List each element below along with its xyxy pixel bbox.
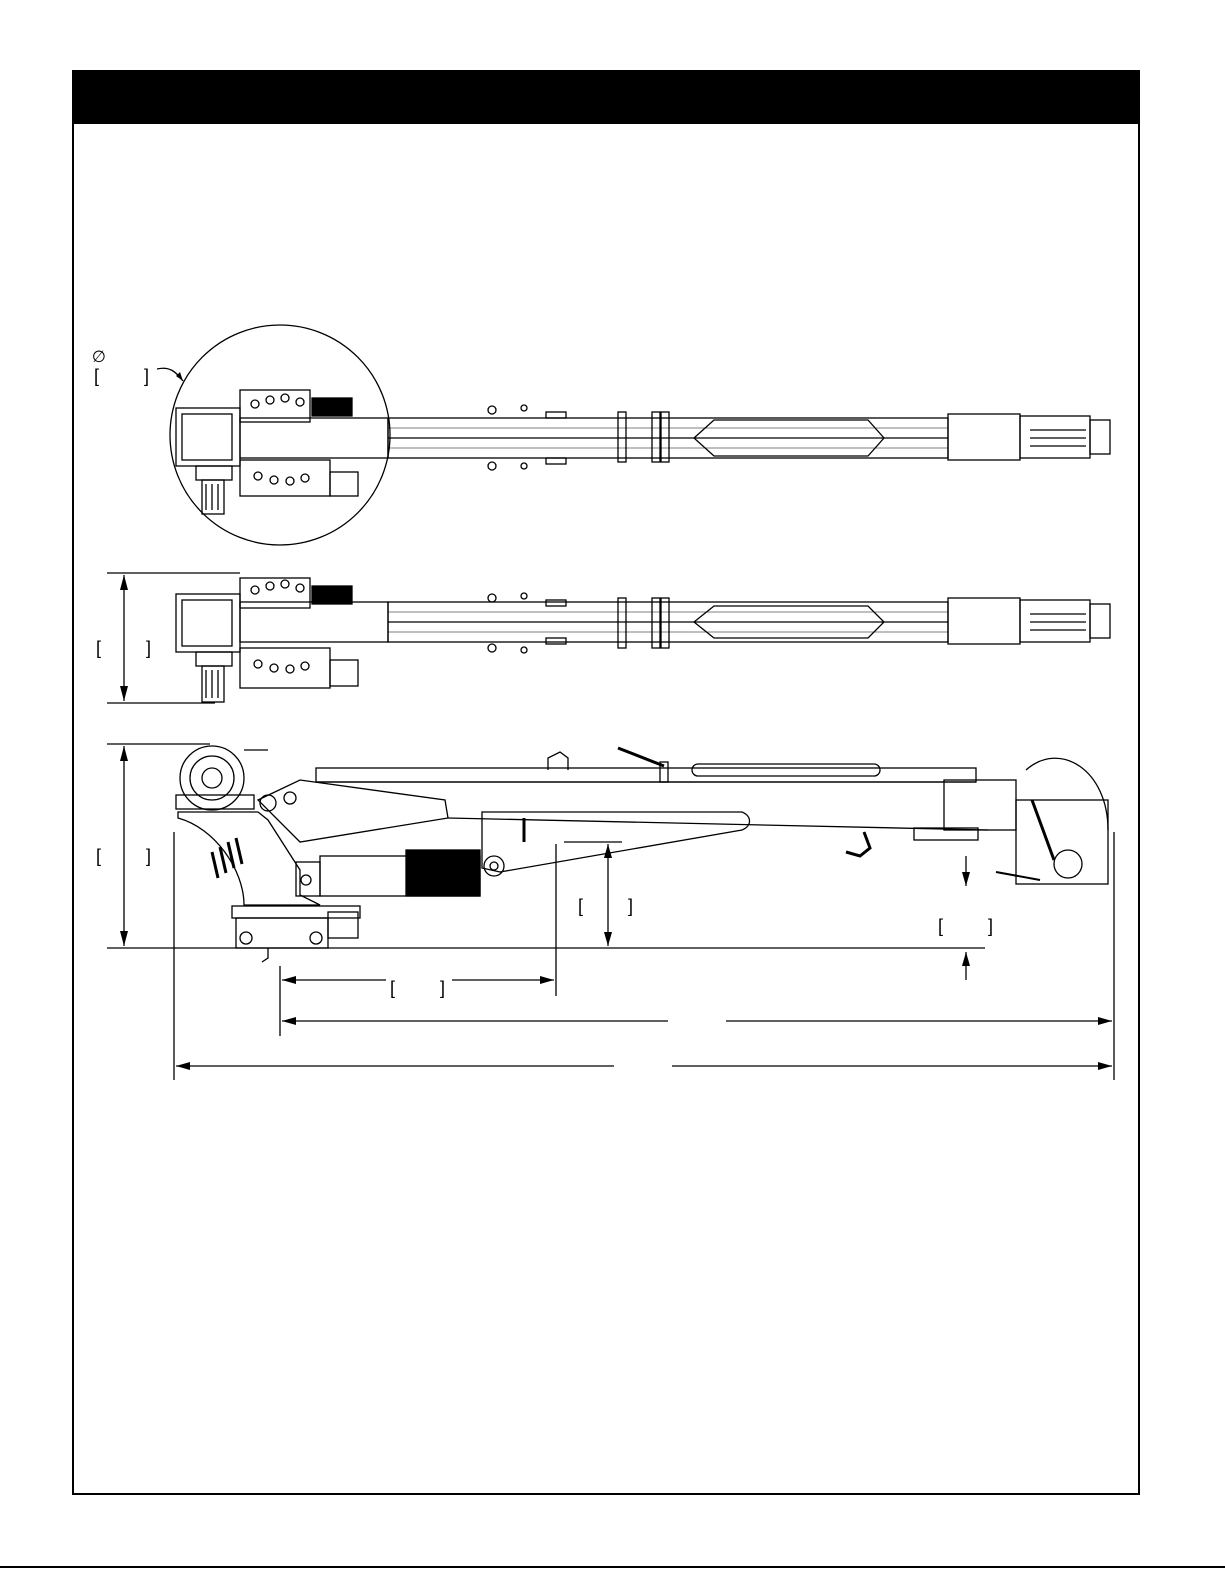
diameter-symbol: ∅ [92, 347, 106, 366]
top-view-rotation [157, 325, 1110, 545]
diameter-bracket-close: ] [144, 366, 150, 386]
pivot-bracket-close: ] [628, 896, 634, 916]
mast [178, 812, 320, 905]
height-bracket-open: [ [96, 846, 102, 866]
reach-bracket-open: [ [390, 978, 396, 998]
top-view [107, 573, 1110, 703]
motor-body [202, 480, 224, 514]
width-bracket-open: [ [96, 638, 102, 658]
height-bracket-close: ] [146, 846, 152, 866]
boom-tip [1020, 600, 1090, 642]
hook-bracket-open: [ [938, 916, 944, 936]
side-view [107, 744, 1114, 1080]
pivot-bracket-open: [ [578, 896, 584, 916]
diameter-bracket-open: [ [94, 366, 100, 386]
boom-pivot-arm [258, 780, 448, 842]
motor-body [202, 666, 224, 702]
base-block [176, 408, 240, 466]
hook-bracket-close: ] [988, 916, 994, 936]
footer-rule [0, 1566, 1225, 1568]
boom-tip [1020, 416, 1090, 458]
reach-bracket-close: ] [440, 978, 446, 998]
width-bracket-close: ] [146, 638, 152, 658]
rotation-diameter-circle [170, 325, 390, 545]
